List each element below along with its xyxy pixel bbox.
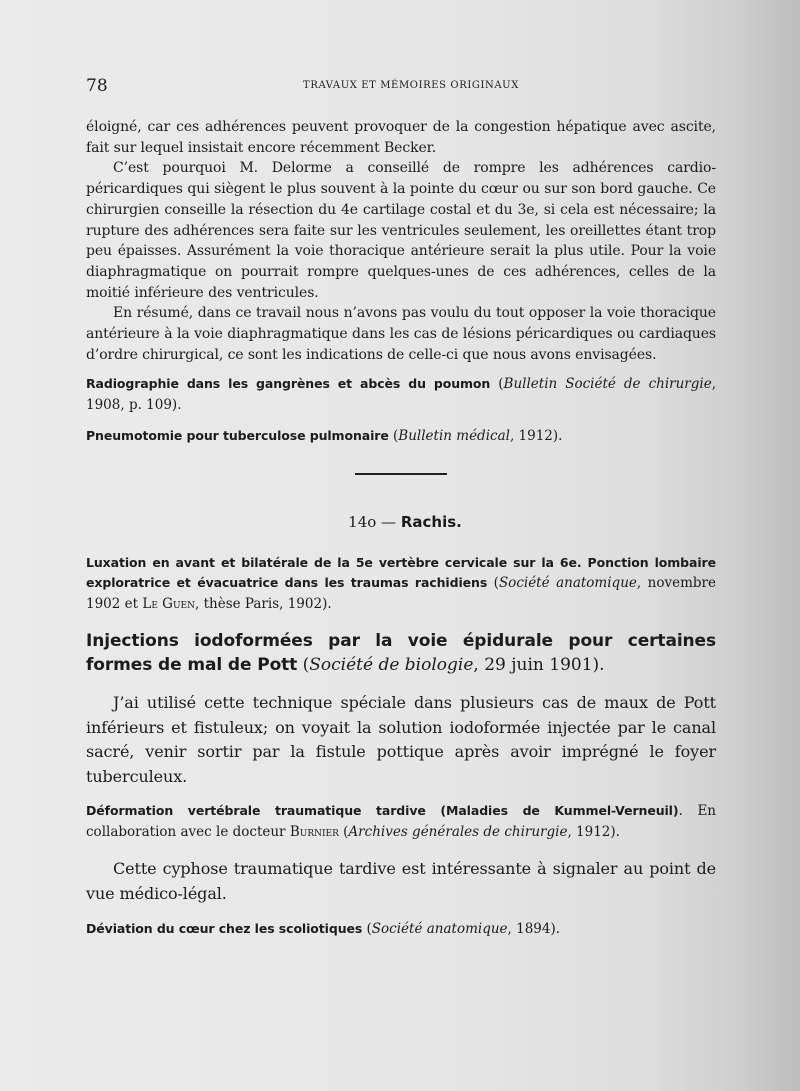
paragraph-continuation: éloigné, car ces adhérences peuvent provoquer de la congestion hépatique avec ascite, fait sur lequel insistait encore récemment Becker. — [86, 119, 716, 156]
entry-reference: Société anatomique — [498, 575, 637, 592]
entry-author: Burnier — [289, 823, 339, 840]
entry-title: Déviation du cœur chez les scoliotiques — [86, 921, 363, 937]
page-header — [86, 76, 716, 100]
entry-injections: Injections iodoformées par la voie épidurale pour certaines formes de mal de Pott (Société de biologie, 29 juin 1901). — [86, 631, 716, 676]
paragraph-resume: En résumé, dans ce travail nous n’avons pas voulu du tout opposer la voie thoracique antérieure à la voie diaphragmatique dans les cas de lésions péricardiques ou cardiaques d’ordre chirurgical, ce sont les indications de celle-ci que nous avons envisagées. — [86, 305, 716, 363]
entry-deviation: Déviation du cœur chez les scoliotiques (Société anatomique, 1894). — [86, 921, 561, 938]
entry-reference: Bulletin médical — [398, 428, 510, 445]
section-divider — [355, 473, 447, 475]
entry-reference: Archives générales de chirurgie — [348, 823, 568, 840]
entry-luxation: Luxation en avant et bilatérale de la 5e vertèbre cervicale sur la 6e. Ponction lombaire exploratrice et évacuatrice dans les traumas rachidiens (Société anatomique, novembre 1902 et Le Guen, thèse Paris, 1902). — [86, 554, 716, 612]
entry-pneumotomie: Pneumotomie pour tuberculose pulmonaire (Bulletin médical, 1912). — [86, 428, 563, 445]
entry-title: Radiographie dans les gangrènes et abcès du poumon — [86, 376, 491, 392]
entry-reference: Société anatomique — [371, 921, 508, 938]
entry-title: Luxation en avant et bilatérale de la 5e vertèbre cervicale sur la 6e. Ponction lombaire exploratrice et évacuatrice dans les traumas rachidiens — [86, 554, 716, 591]
entry-deformation: Déformation vertébrale traumatique tardive (Maladies de Kummel-Verneuil). En collaboration avec le docteur Burnier (Archives générales de chirurgie, 1912). — [86, 803, 716, 840]
running-title: TRAVAUX ET MÉMOIRES ORIGINAUX — [303, 80, 519, 91]
entry-title: Injections iodoformées par la voie épidurale pour certaines formes de mal de Pott — [86, 631, 716, 676]
entry-title: Pneumotomie pour tuberculose pulmonaire — [86, 428, 389, 444]
section-heading: 14o — Rachis. — [348, 512, 462, 531]
entry-reference: Bulletin Société de chirurgie — [503, 376, 712, 393]
page-content — [86, 117, 716, 940]
section-title: Rachis. — [400, 512, 462, 531]
entry-radiographie: Radiographie dans les gangrènes et abcès du poumon (Bulletin Société de chirurgie, 1908, p. 109). — [86, 376, 716, 413]
entry-deformation-body: Cette cyphose traumatique tardive est intéressante à signaler au point de vue médico-légal. — [86, 859, 716, 903]
entry-injections-body: J’ai utilisé cette technique spéciale dans plusieurs cas de maux de Pott inférieurs et fistuleux; on voyait la solution iodoformée injectée par le canal sacré, venir sortir par la fistule pottique après avoir imprégné le foyer tuberculeux. — [86, 693, 716, 786]
entry-author: Le Guen — [142, 595, 195, 612]
entry-title: Déformation vertébrale traumatique tardive (Maladies de Kummel-Verneuil) — [86, 803, 679, 819]
section-number: 14o — [348, 512, 377, 531]
paragraph-delorme: C’est pourquoi M. Delorme a conseillé de rompre les adhérences cardio-péricardiques qui siègent le plus souvent à la pointe du cœur ou sur son bord gauche. Ce chirurgien conseille la résection du 4e cartilage costal et du 3e, si cela est nécessaire; la rupture des adhérences sera faite sur les ventricules seulement, les oreillettes étant trop peu épaisses. Assurément la voie thoracique antérieure serait la plus utile. Pour la voie diaphragmatique on pourrait rompre quelques-unes de ces adhérences, celles de la moitié inférieure des ventricules. — [86, 160, 716, 301]
entry-reference: Société de biologie — [309, 655, 474, 676]
page-number: 78 — [86, 76, 108, 96]
